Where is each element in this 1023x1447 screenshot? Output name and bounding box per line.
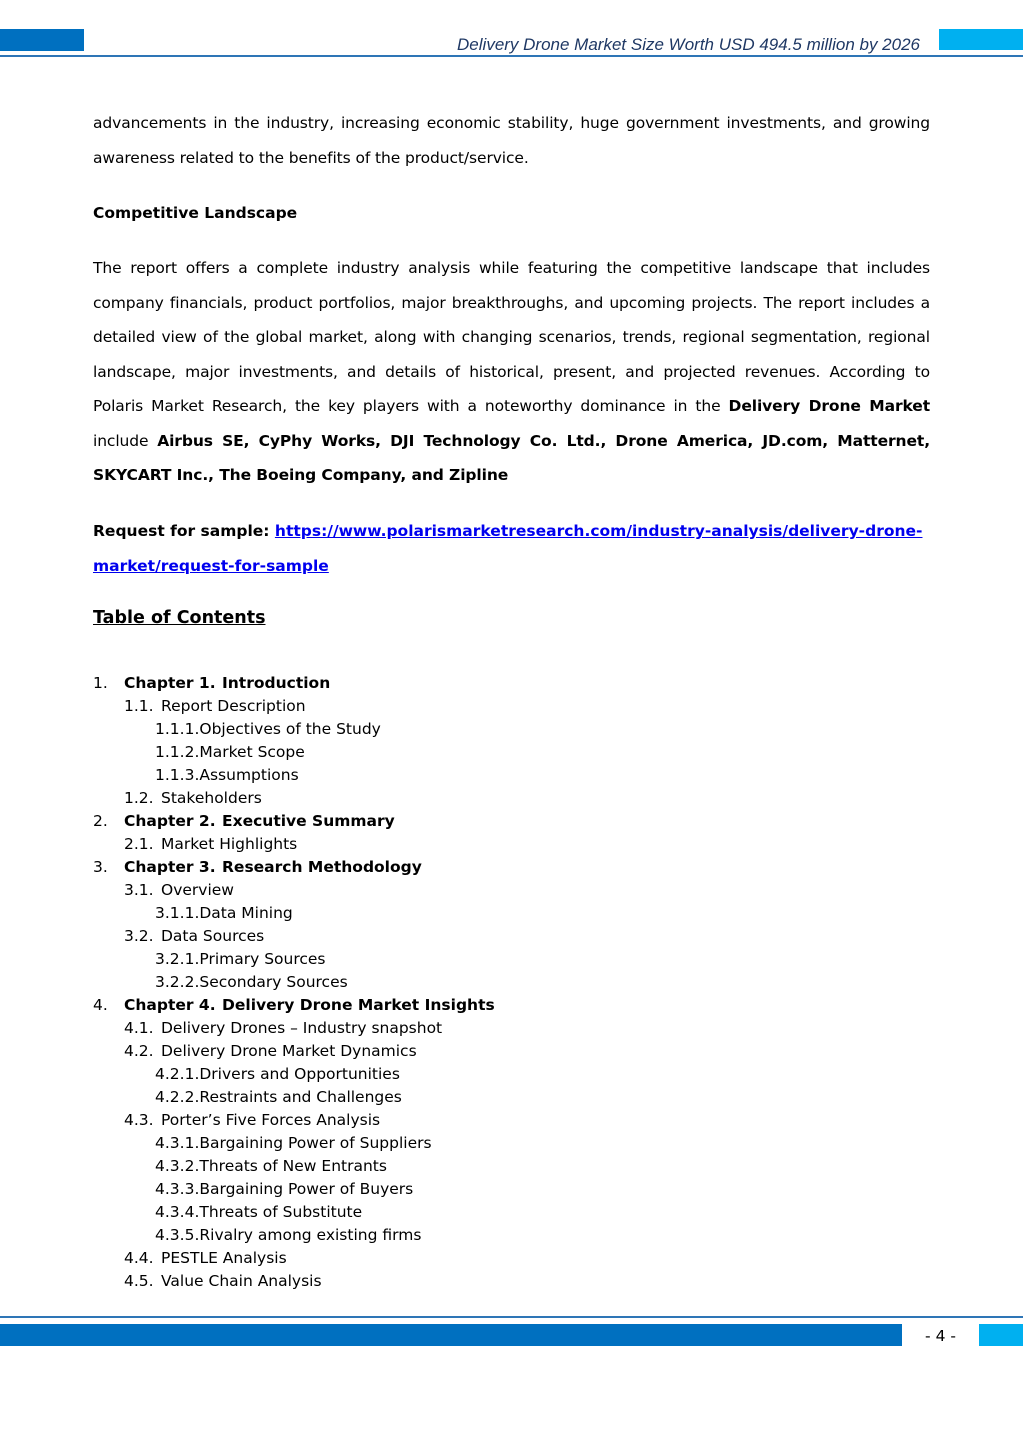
toc-section-title: Delivery Drone Market Dynamics [161, 1042, 417, 1060]
header-accent-bar-left [0, 29, 84, 51]
footer-accent-bar-right [979, 1324, 1023, 1346]
toc-number: 3. [93, 858, 108, 876]
toc-number: 2. [93, 812, 108, 830]
toc-item-level1 [93, 810, 495, 833]
toc-number: 2.1. [124, 835, 154, 853]
toc-item-level2 [93, 695, 495, 718]
toc-subsection-text: 1.1.2.Market Scope [155, 743, 305, 761]
intro-paragraph: advancements in the industry, increasing economic stability, huge government investments, and growing awareness related to the benefits of the product/service. [93, 114, 930, 167]
toc-number: 4.1. [124, 1019, 154, 1037]
header-accent-bar-right [939, 29, 1023, 50]
toc-subsection-text: 1.1.1.Objectives of the Study [155, 720, 381, 738]
toc-number: 3.2. [124, 927, 154, 945]
toc-number: 4.4. [124, 1249, 154, 1267]
market-name: Delivery Drone Market [728, 397, 931, 415]
toc-item-level3 [93, 1224, 495, 1247]
toc-number: 4.3. [124, 1111, 154, 1129]
toc-item-level1 [93, 672, 495, 695]
toc-number: 4.5. [124, 1272, 154, 1290]
toc-item-level3 [93, 764, 495, 787]
request-sample-link[interactable]: https://www.polarismarketresearch.com/industry-analysis/delivery-drone-market/request-for-sample [93, 522, 923, 575]
table-of-contents [93, 672, 495, 1293]
toc-chapter-label: Chapter 3. [124, 858, 216, 876]
toc-chapter-title: Delivery Drone Market Insights [222, 996, 495, 1014]
toc-subsection-text: 4.3.4.Threats of Substitute [155, 1203, 363, 1221]
header-title: Delivery Drone Market Size Worth USD 494.5 million by 2026 [457, 35, 920, 54]
footer-accent-bar-left [0, 1324, 902, 1346]
toc-item-level3 [93, 741, 495, 764]
footer-divider [0, 1316, 1023, 1318]
toc-section-title: Data Sources [161, 927, 265, 945]
toc-chapter-label: Chapter 1. [124, 674, 216, 692]
toc-item-level3 [93, 1086, 495, 1109]
toc-section-title: Report Description [161, 697, 306, 715]
toc-chapter-title: Executive Summary [222, 812, 395, 830]
toc-item-level3 [93, 1155, 495, 1178]
toc-item-level2 [93, 787, 495, 810]
toc-section-title: Market Highlights [161, 835, 298, 853]
toc-item-level1 [93, 856, 495, 879]
toc-item-level2 [93, 1270, 495, 1293]
toc-subsection-text: 1.1.3.Assumptions [155, 766, 299, 784]
competitive-landscape-paragraph [93, 251, 930, 493]
toc-section-title: Delivery Drones – Industry snapshot [161, 1019, 443, 1037]
toc-chapter-label: Chapter 2. [124, 812, 216, 830]
toc-number: 1.2. [124, 789, 154, 807]
toc-item-level3 [93, 948, 495, 971]
toc-number: 1.1. [124, 697, 154, 715]
toc-subsection-text: 4.3.2.Threats of New Entrants [155, 1157, 387, 1175]
toc-number: 4. [93, 996, 108, 1014]
toc-subsection-text: 4.3.3.Bargaining Power of Buyers [155, 1180, 414, 1198]
toc-section-title: Value Chain Analysis [161, 1272, 322, 1290]
toc-item-level3 [93, 718, 495, 741]
toc-item-level3 [93, 1132, 495, 1155]
toc-title: Table of Contents [93, 608, 266, 628]
toc-item-level3 [93, 902, 495, 925]
toc-chapter-label: Chapter 4. [124, 996, 216, 1014]
toc-section-title: PESTLE Analysis [161, 1249, 287, 1267]
toc-number: 1. [93, 674, 108, 692]
toc-item-level2 [93, 833, 495, 856]
toc-chapter-title: Introduction [222, 674, 331, 692]
toc-section-title: Stakeholders [161, 789, 262, 807]
toc-item-level3 [93, 1178, 495, 1201]
include-word: include [93, 431, 158, 450]
toc-number: 3.1. [124, 881, 154, 899]
toc-subsection-text: 4.2.2.Restraints and Challenges [155, 1088, 402, 1106]
toc-item-level2 [93, 1040, 495, 1063]
toc-item-level3 [93, 971, 495, 994]
toc-subsection-text: 3.2.2.Secondary Sources [155, 973, 348, 991]
paragraph-lead-text: The report offers a complete industry analysis while featuring the competitive landscape that includes company financials, product portfolios, major breakthroughs, and upcoming projects. The report includes a detailed view of the global market, along with changing scenarios, trends, regional segmentation, regional landscape, major investments, and details of historical, present, and projected revenues. According to Polaris Market Research, the key players with a noteworthy dominance in the [93, 259, 930, 415]
header-divider [0, 55, 1023, 57]
toc-item-level2 [93, 1017, 495, 1040]
page-number: - 4 - [925, 1327, 956, 1345]
toc-subsection-text: 4.2.1.Drivers and Opportunities [155, 1065, 400, 1083]
toc-chapter-title: Research Methodology [222, 858, 422, 876]
toc-item-level2 [93, 879, 495, 902]
toc-item-level1 [93, 994, 495, 1017]
key-players-list: Airbus SE, CyPhy Works, DJI Technology Co. Ltd., Drone America, JD.com, Matternet, SKYCART Inc., The Boeing Company, and Zipline [93, 431, 930, 484]
toc-number: 4.2. [124, 1042, 154, 1060]
competitive-landscape-heading: Competitive Landscape [93, 204, 298, 222]
toc-subsection-text: 4.3.1.Bargaining Power of Suppliers [155, 1134, 432, 1152]
toc-item-level3 [93, 1201, 495, 1224]
toc-section-title: Porter’s Five Forces Analysis [161, 1111, 381, 1129]
request-sample-label: Request for sample: [93, 522, 275, 540]
toc-subsection-text: 4.3.5.Rivalry among existing firms [155, 1226, 422, 1244]
toc-item-level3 [93, 1063, 495, 1086]
request-sample [93, 514, 930, 583]
toc-item-level2 [93, 1109, 495, 1132]
toc-subsection-text: 3.2.1.Primary Sources [155, 950, 326, 968]
toc-item-level2 [93, 1247, 495, 1270]
toc-subsection-text: 3.1.1.Data Mining [155, 904, 293, 922]
toc-item-level2 [93, 925, 495, 948]
toc-section-title: Overview [161, 881, 234, 899]
